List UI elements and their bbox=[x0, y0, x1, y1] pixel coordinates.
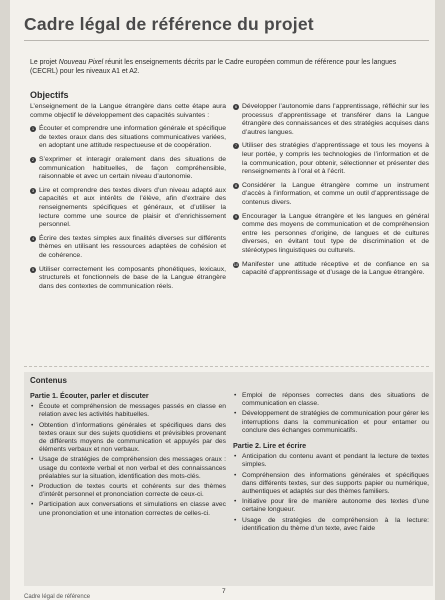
content-list-item: • Emploi de réponses correctes dans des situations de communication en classe. bbox=[233, 392, 429, 408]
page-number: 7 bbox=[222, 588, 226, 595]
objective-text: Utiliser correctement les composants phonétiques, lexicaux, structurels et fonctionnels de base de la Langue étrangère dans des contextes de communication réels. bbox=[39, 265, 226, 290]
intro-text-end: réunit les enseignements décrits par le Cadre européen commun de référence pour les langues (CECRL) pour les niveaux A1 et A2. bbox=[30, 59, 397, 75]
objective-text: Manifester une attitude réceptive et de confiance en sa capacité d’apprentissage et d’usage de la Langue étrangère. bbox=[242, 260, 429, 277]
objective-number-badge: 10 bbox=[233, 261, 239, 267]
content-list-item: • Production de textes courts et cohérents sur des thèmes d’intérêt personnel et prononciation correcte de ceux-ci. bbox=[30, 483, 226, 499]
content-list-item: • Écoute et compréhension de messages passés en classe en relation avec les activités habituelles. bbox=[30, 403, 226, 419]
part1-list-continued bbox=[233, 392, 429, 435]
content-list-item: • Participation aux conversations et simulations en classe avec une prononciation et une intonation correctes de celles-ci. bbox=[30, 501, 226, 517]
part1-list bbox=[30, 403, 226, 518]
objectives-heading: Objectifs bbox=[30, 90, 69, 100]
objective-item bbox=[30, 187, 226, 230]
content-list-item: • Usage de stratégies de compréhension à la lecture: identification du thème d’un texte, avec l’aide bbox=[233, 517, 429, 533]
objective-item bbox=[233, 182, 429, 208]
objective-text: Lire et comprendre des textes divers d’un niveau adapté aux capacités et aux intérêts de l’élève, afin d’extraire des renseignements spécifiques et généraux, et d’utiliser la lecture comme une source de plaisir et d’enrichissement personnel. bbox=[39, 186, 226, 229]
intro-text-start: Le projet bbox=[30, 59, 59, 66]
objective-text: Considérer la Langue étrangère comme un instrument d’accès à l’information, et comme un outil d’apprentissage de contenus divers. bbox=[242, 181, 429, 206]
running-footer: Cadre légal de référence bbox=[24, 594, 91, 600]
content-list-item: • Usage de stratégies de compréhension des messages oraux : usage du contexte verbal et non verbal et des connaissances préalables sur la situation, identification des mots-clés. bbox=[30, 456, 226, 481]
objective-text: Utiliser des stratégies d’apprentissage et tous les moyens à leur portée, y compris les technologies de l’information et de la communication, pour obtenir, sélectionner et présenter des renseignements à l’oral et à l’écrit. bbox=[242, 142, 429, 176]
document-page bbox=[10, 0, 435, 600]
objective-text: S’exprimer et interagir oralement dans des situations de communication habituelles, de façon compréhensible, raisonnable et avec un certain niveau d’autonomie. bbox=[39, 155, 226, 181]
objective-number-badge: 1 bbox=[31, 126, 35, 132]
objective-number-badge: 7 bbox=[234, 143, 238, 149]
content-list-item: • Anticipation du contenu avant et pendant la lecture de textes simples. bbox=[233, 453, 429, 469]
objectives-intro: L’enseignement de la Langue étrangère dans cette étape aura comme objectif le développement des capacités suivantes : bbox=[30, 103, 226, 119]
content-list-item: • Compréhension des informations générales et spécifiques dans différents textes, sur des supports papier ou numérique, authentiques et adaptés sur des thèmes familiers. bbox=[233, 472, 429, 497]
objective-item bbox=[233, 142, 429, 176]
objective-item bbox=[30, 125, 226, 151]
objective-number-badge: 9 bbox=[234, 213, 238, 219]
contents-right-column bbox=[233, 392, 429, 535]
objective-item bbox=[30, 235, 226, 261]
content-list-item: • Développement de stratégies de communication pour gérer les interruptions dans la communication et pour entamer ou conclure des échanges communicatifs. bbox=[233, 410, 429, 435]
content-list-item: • Obtention d’informations générales et spécifiques dans des textes oraux sur des sujets quotidiens et prévisibles provenant de différents moyens de communication et appuyés par des éléments verbaux et non verbaux. bbox=[30, 422, 226, 455]
objective-number-badge: 8 bbox=[234, 182, 238, 188]
objective-number-badge: 6 bbox=[234, 104, 238, 109]
objective-item bbox=[30, 156, 226, 182]
objective-number-badge: 2 bbox=[31, 156, 35, 162]
part2-list bbox=[233, 453, 429, 533]
objective-text: Écouter et comprendre une information générale et spécifique de textes oraux dans des situations communicatives variées, en adoptant une attitude respectueuse et de coopération. bbox=[39, 125, 226, 150]
contents-box bbox=[24, 372, 433, 586]
objectives-list-right bbox=[233, 103, 429, 278]
objective-number-badge: 4 bbox=[31, 235, 35, 241]
part2-heading: Partie 2. Lire et écrire bbox=[233, 441, 307, 451]
objective-text: Développer l’autonomie dans l’apprentissage, réfléchir sur les processus d’apprentissage et transférer dans la Langue étrangère des connaissances et des stratégies acquises dans d’autres langues. bbox=[242, 103, 429, 136]
objective-item bbox=[30, 266, 226, 292]
objectives-left-column bbox=[30, 103, 226, 296]
section-divider bbox=[24, 366, 429, 367]
title-rule bbox=[24, 40, 429, 41]
objective-item bbox=[233, 261, 429, 278]
contents-heading: Contenus bbox=[30, 376, 67, 385]
intro-project-name: Nouveau Pixel bbox=[58, 59, 104, 66]
page-title: Cadre légal de référence du projet bbox=[24, 14, 314, 34]
objective-item bbox=[233, 213, 429, 256]
objective-item bbox=[233, 103, 429, 137]
objective-number-badge: 3 bbox=[31, 187, 35, 193]
contents-left-column bbox=[30, 392, 226, 520]
content-list-item: • Initiative pour lire de manière autonome des textes d’une certaine longueur. bbox=[233, 498, 429, 514]
intro-paragraph bbox=[30, 58, 425, 76]
objective-number-badge: 5 bbox=[31, 266, 35, 272]
objectives-right-column bbox=[233, 103, 429, 283]
objective-text: Encourager la Langue étrangère et les langues en général comme des moyens de communication et de compréhension entre les personnes d’origine, de langues et de cultures diverses, en évitant tout type de discrimination et de stéréotypes linguistiques ou culturels. bbox=[242, 212, 429, 254]
objective-text: Écrire des textes simples aux finalités diverses sur différents thèmes en utilisant les ressources adaptées de cohésion et de cohérence. bbox=[39, 234, 226, 259]
part1-heading: Partie 1. Écouter, parler et discuter bbox=[30, 391, 149, 400]
objectives-list-left bbox=[30, 125, 226, 291]
